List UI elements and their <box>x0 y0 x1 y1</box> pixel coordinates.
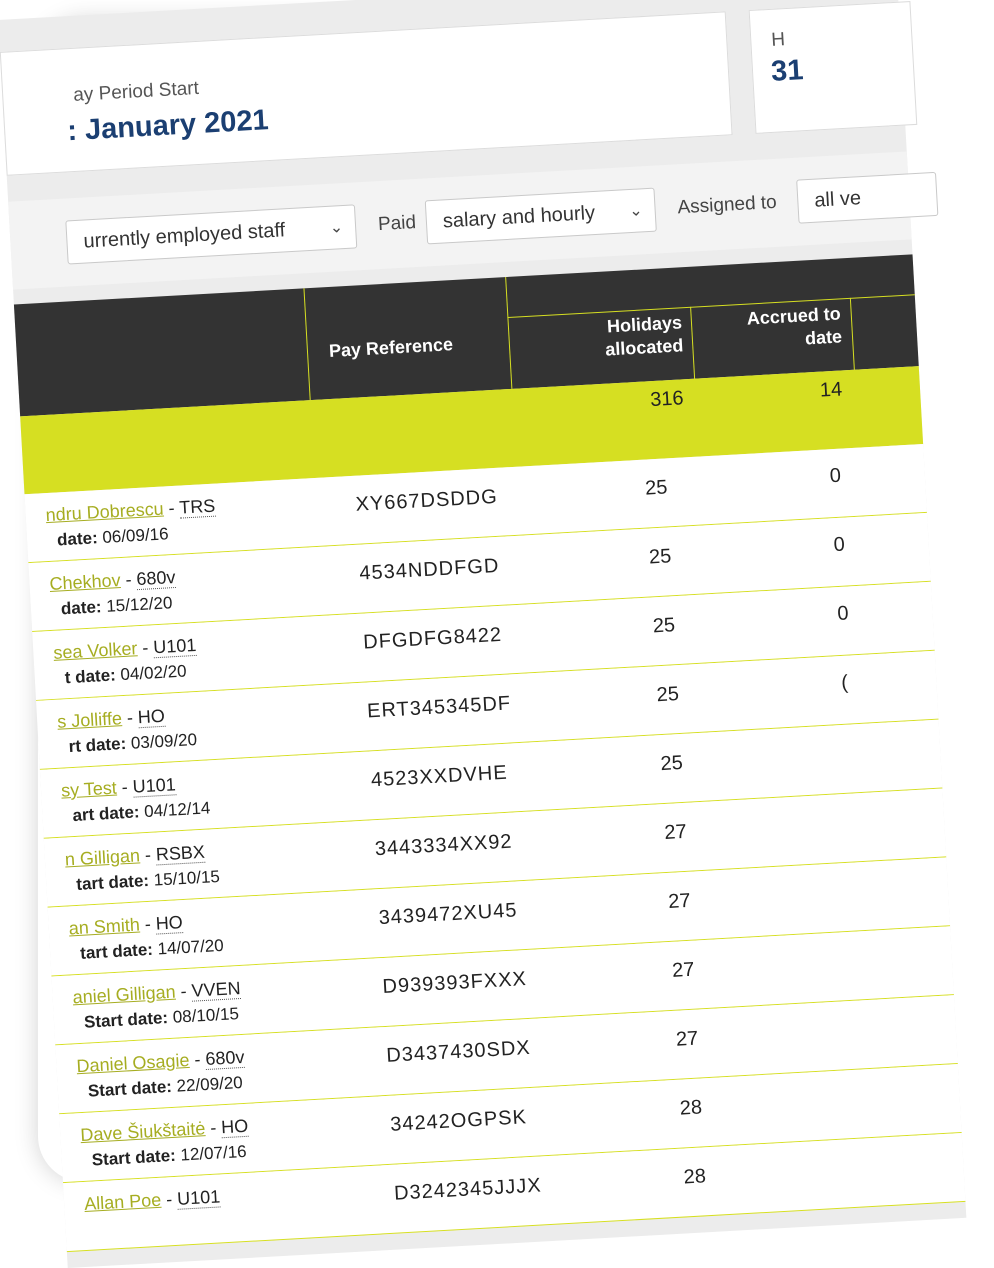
department-code[interactable]: TRS <box>178 495 216 518</box>
header-divider <box>850 298 855 370</box>
start-date-label: Start date: <box>83 1008 169 1032</box>
employee-cell <box>49 567 176 595</box>
employment-status-value: urrently employed staff <box>82 219 286 253</box>
pay-reference-cell: D939393FXXX <box>381 967 528 999</box>
assigned-to-label: Assigned to <box>676 191 778 219</box>
total-holidays-allocated: 316 <box>649 387 685 412</box>
name-separator: - <box>139 913 157 935</box>
start-date-line <box>72 798 211 826</box>
employee-name-link[interactable]: Dave Šiukštaitė <box>79 1118 206 1146</box>
pay-period-label: ay Period Start <box>72 77 200 106</box>
employee-name-link[interactable]: s Jolliffe <box>56 708 123 732</box>
start-date-value: 03/09/20 <box>130 730 198 753</box>
name-separator: - <box>160 1188 178 1210</box>
start-date-label: rt date: <box>68 733 127 757</box>
name-separator: - <box>175 980 193 1002</box>
holidays-allocated-header[interactable]: Holidays allocated <box>604 312 684 360</box>
accrued-to-date-header[interactable]: Accrued to date <box>746 303 843 349</box>
employment-status-select[interactable] <box>65 204 357 264</box>
employee-cell <box>72 978 241 1008</box>
employee-cell <box>57 706 166 733</box>
header-group-divider <box>507 294 914 318</box>
department-code[interactable]: 680v <box>204 1046 245 1070</box>
pay-reference-cell: 3443334XX92 <box>374 830 514 861</box>
summary-card <box>749 1 918 134</box>
start-date-label: date: <box>56 528 99 550</box>
accrued-to-date-cell: 0 <box>833 533 846 557</box>
employee-name-link[interactable]: Chekhov <box>49 570 122 594</box>
department-code[interactable]: U101 <box>152 634 197 658</box>
start-date-label: Start date: <box>87 1076 173 1101</box>
holidays-allocated-cell: 28 <box>679 1096 703 1120</box>
assigned-to-select[interactable] <box>796 172 938 224</box>
start-date-value: 14/07/20 <box>157 935 225 959</box>
department-code[interactable]: U101 <box>132 774 177 797</box>
pay-reference-cell: DFGDFG8422 <box>362 623 503 654</box>
start-date-value: 15/12/20 <box>105 593 173 616</box>
name-separator: - <box>136 637 154 659</box>
start-date-line <box>64 662 187 689</box>
name-separator: - <box>139 844 157 866</box>
start-date-label: date: <box>60 597 103 619</box>
name-separator: - <box>116 776 134 798</box>
start-date-value: 12/07/16 <box>179 1141 248 1165</box>
employee-cell <box>53 635 197 664</box>
start-date-line <box>84 1004 240 1033</box>
total-accrued-to-date: 14 <box>819 378 843 402</box>
start-date-line <box>91 1142 247 1171</box>
holidays-allocated-cell: 27 <box>671 958 695 982</box>
department-code[interactable]: VVEN <box>190 977 242 1001</box>
employee-cell <box>84 1186 221 1215</box>
header-divider <box>303 288 310 400</box>
name-separator: - <box>204 1117 222 1139</box>
employee-name-link[interactable]: aniel Gilligan <box>72 981 177 1008</box>
start-date-value: 06/09/16 <box>101 524 170 547</box>
start-date-label: Start date: <box>91 1145 177 1170</box>
holidays-allocated-cell: 25 <box>648 545 672 569</box>
start-date-line <box>57 524 169 550</box>
employee-name-link[interactable]: an Smith <box>68 914 141 939</box>
holidays-allocated-cell: 25 <box>644 476 668 500</box>
holidays-allocated-cell: 28 <box>683 1165 707 1189</box>
start-date-value: 15/10/15 <box>153 866 221 890</box>
employee-name-link[interactable]: Daniel Osagie <box>75 1049 190 1077</box>
employee-name-link[interactable]: n Gilligan <box>64 845 141 870</box>
start-date-line <box>87 1073 243 1102</box>
department-code[interactable]: 680v <box>135 566 177 590</box>
header-divider <box>505 277 512 389</box>
start-date-line <box>68 730 197 757</box>
start-date-value: 04/02/20 <box>119 661 188 685</box>
holidays-allocated-cell: 27 <box>663 820 688 845</box>
accrued-to-date-cell: 0 <box>829 464 842 488</box>
pay-reference-cell: 4523XXDVHE <box>370 761 509 792</box>
holidays-allocated-cell: 25 <box>652 614 676 638</box>
start-date-line <box>60 593 172 619</box>
employee-cell <box>64 842 205 871</box>
name-separator: - <box>121 707 139 729</box>
employee-name-link[interactable]: Allan Poe <box>83 1189 162 1215</box>
pay-reference-cell: 3439472XU45 <box>378 899 519 930</box>
pay-reference-cell: 4534NDDFGD <box>358 554 500 585</box>
accrued-to-date-cell: 0 <box>836 602 850 626</box>
employee-name-link[interactable]: sea Volker <box>52 638 138 663</box>
name-separator: - <box>119 569 138 591</box>
start-date-value: 04/12/14 <box>143 798 211 822</box>
department-code[interactable]: RSBX <box>155 841 206 865</box>
employee-cell <box>61 774 177 801</box>
summary-card-value: 31 <box>770 54 805 88</box>
start-date-label: t date: <box>64 665 117 688</box>
pay-period-card <box>0 11 733 175</box>
chevron-down-icon: ⌄ <box>628 202 644 221</box>
header-divider <box>690 307 695 379</box>
employee-cell <box>80 1116 249 1146</box>
summary-card-label: H <box>770 29 786 51</box>
pay-reference-header[interactable]: Pay Reference <box>328 334 454 362</box>
name-separator: - <box>188 1049 206 1070</box>
paid-label: Paid <box>377 211 417 236</box>
holidays-allocated-cell: 27 <box>675 1027 699 1051</box>
chevron-down-icon: ⌄ <box>329 219 344 237</box>
start-date-label: tart date: <box>79 939 154 963</box>
employee-name-link[interactable]: ndru Dobrescu <box>45 498 165 526</box>
employee-cell <box>76 1047 245 1077</box>
pay-reference-cell: ERT345345DF <box>366 692 512 723</box>
name-separator: - <box>163 497 180 519</box>
screenshot-frame <box>38 20 862 1215</box>
start-date-label: art date: <box>71 802 141 826</box>
pay-period-value: : January 2021 <box>66 104 270 148</box>
accrued-to-date-cell: ( <box>840 671 849 694</box>
start-date-value: 08/10/15 <box>172 1004 240 1027</box>
holidays-allocated-cell: 25 <box>659 751 684 776</box>
paid-value: salary and hourly <box>442 201 596 233</box>
pay-reference-cell: D3437430SDX <box>385 1036 532 1067</box>
pay-reference-cell: 34242OGPSK <box>389 1106 528 1136</box>
holidays-allocated-cell: 25 <box>656 683 680 707</box>
start-date-label: tart date: <box>75 870 150 894</box>
department-code[interactable]: HO <box>155 912 184 934</box>
holidays-allocated-cell: 27 <box>667 889 692 913</box>
employee-cell <box>68 912 183 939</box>
employee-cell <box>45 496 216 526</box>
start-date-line <box>76 867 221 895</box>
pay-reference-cell: D3242345JJJX <box>393 1174 543 1205</box>
department-code[interactable]: HO <box>220 1115 249 1138</box>
assigned-to-value: all ve <box>813 187 862 212</box>
pay-reference-cell: XY667DSDDG <box>355 485 499 516</box>
employee-name-link[interactable]: sy Test <box>60 777 118 801</box>
start-date-line <box>80 936 225 964</box>
start-date-value: 22/09/20 <box>176 1073 244 1096</box>
department-code[interactable]: HO <box>137 705 166 728</box>
paid-select[interactable] <box>425 188 657 245</box>
department-code[interactable]: U101 <box>176 1186 221 1209</box>
